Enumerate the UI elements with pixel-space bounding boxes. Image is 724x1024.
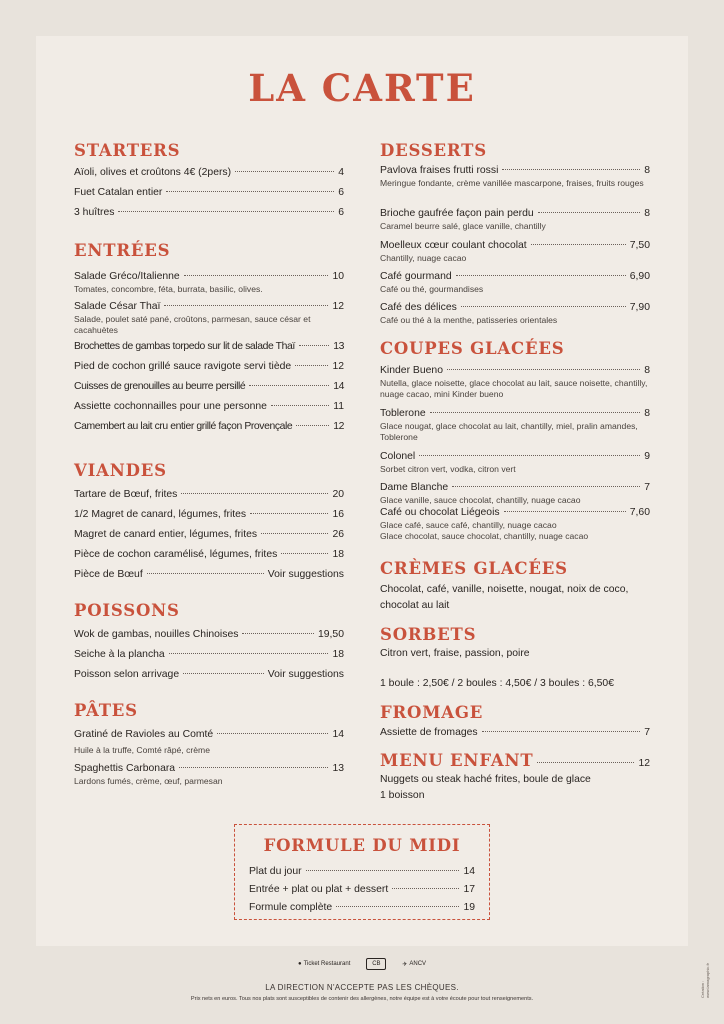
ancv-logo: ✈ ANCV: [402, 961, 427, 968]
menu-item: [249, 863, 475, 881]
item-price: 18: [332, 649, 344, 660]
menu-item: [74, 400, 344, 420]
allergen-notice: Prix nets en euros. Tous nos plats sont susceptibles de contenir des allergènes, notre équipe est à votre écoute pour tout renseignements.: [190, 996, 534, 1002]
menu-item: [74, 270, 344, 300]
menu-item: [380, 506, 650, 542]
menu-item: [380, 270, 650, 301]
section-title: SORBETS: [380, 625, 477, 644]
item-name: 1/2 Magret de canard, légumes, frites: [74, 509, 247, 520]
menu-item: [380, 164, 650, 207]
item-name: 3 huîtres: [74, 207, 115, 218]
menu-item: [74, 300, 344, 340]
item-description: Meringue fondante, crème vanillée mascarpone, fraises, fruits rouges: [380, 178, 644, 188]
menu-item: [380, 481, 650, 506]
item-name: Café des délices: [380, 302, 457, 313]
item-description: Huile à la truffe, Comté râpé, crème: [74, 745, 210, 755]
menu-item: [380, 301, 650, 332]
section-pates: [74, 700, 344, 787]
item-name: Salade Gréco/Italienne: [74, 271, 180, 282]
formule-title: FORMULE DU MIDI: [263, 836, 461, 855]
item-price: 11: [333, 401, 344, 412]
item-name: Pièce de Bœuf: [74, 569, 143, 580]
item-name: Toblerone: [380, 408, 426, 419]
left-column: [74, 140, 344, 786]
item-price: 13: [333, 341, 344, 352]
menu-item: [249, 881, 475, 899]
section-starters: [74, 140, 344, 226]
section-title: CRÈMES GLACÉES: [380, 559, 568, 578]
item-price: 12: [332, 361, 344, 372]
section-sorbets: [380, 624, 650, 692]
item-price: 7,50: [629, 240, 650, 251]
item-name: Pied de cochon grillé sauce ravigote servi tiède: [74, 361, 292, 372]
menu-item: [74, 420, 344, 440]
cb-card-icon: CB: [366, 958, 386, 970]
item-price: 12: [333, 421, 344, 432]
ancv-swallow-icon: ✈: [402, 961, 408, 968]
section-title: STARTERS: [74, 141, 181, 160]
menu-item: [249, 899, 475, 917]
item-description: Salade, poulet saté pané, croûtons, parmesan, sauce césar et cacahuètes: [74, 314, 311, 335]
item-name: Poisson selon arrivage: [74, 669, 180, 680]
item-price: Voir suggestions: [267, 669, 344, 680]
item-description: Nutella, glace noisette, glace chocolat au lait, sauce noisette, chantilly, nuage cacao, mini Kinder bueno: [380, 378, 648, 399]
item-price: Voir suggestions: [267, 569, 344, 580]
menu-enfant-line: Nuggets ou steak haché frites, boule de glace: [380, 774, 591, 785]
item-name: Colonel: [380, 451, 416, 462]
menu-item: [380, 726, 650, 740]
menu-item: [74, 628, 344, 648]
item-description: Café ou thé, gourmandises: [380, 284, 484, 294]
menu-item: [74, 360, 344, 380]
menu-item: [74, 186, 344, 206]
section-entrees: [74, 240, 344, 440]
item-name: Moelleux cœur coulant chocolat: [380, 240, 527, 251]
item-description: Café ou thé à la menthe, patisseries orientales: [380, 315, 558, 325]
item-price: 10: [332, 271, 344, 282]
right-column: [380, 140, 650, 801]
item-price: 8: [644, 365, 650, 376]
item-price: 14: [332, 729, 344, 740]
item-name: Assiette de fromages: [380, 727, 478, 738]
ticket-restaurant-icon: ●: [297, 961, 302, 967]
item-name: Gratiné de Ravioles au Comté: [74, 729, 214, 740]
sorbets-flavors: Citron vert, fraise, passion, poire: [380, 648, 530, 659]
item-price: 8: [644, 165, 650, 176]
section-cremes-glacees: [380, 558, 650, 614]
item-price: 17: [463, 884, 475, 895]
item-name: Fuet Catalan entier: [74, 187, 163, 198]
section-title: ENTRÉES: [74, 241, 171, 260]
item-description: Glace nougat, glace chocolat au lait, chantilly, miel, pralin amandes, Toblerone: [380, 421, 638, 442]
menu-title: LA CARTE: [248, 66, 476, 110]
item-price: 26: [332, 529, 344, 540]
item-price: 14: [333, 381, 344, 392]
item-price: 19: [463, 902, 475, 913]
menu-item: [74, 206, 344, 226]
item-name: Cuisses de grenouilles au beurre persillé: [74, 381, 246, 392]
item-price: 6,90: [629, 271, 650, 282]
item-description: Glace vanille, sauce chocolat, chantilly, nuage cacao: [380, 495, 581, 505]
section-menu-enfant: [380, 750, 650, 804]
item-description: Glace café, sauce café, chantilly, nuage cacao: [380, 520, 557, 530]
item-name: Formule complète: [249, 902, 333, 913]
menu-item: [74, 668, 344, 688]
item-price: 7: [644, 727, 650, 738]
menu-item: [380, 207, 650, 239]
item-price: 18: [332, 549, 344, 560]
item-name: Wok de gambas, nouilles Chinoises: [74, 629, 239, 640]
item-price: 9: [644, 451, 650, 462]
menu-enfant-header: [380, 750, 650, 772]
menu-item: [74, 488, 344, 508]
menu-item: [380, 407, 650, 450]
item-name: Pièce de cochon caramélisé, légumes, frites: [74, 549, 278, 560]
menu-item: [74, 728, 344, 762]
section-title: FROMAGE: [380, 703, 484, 722]
item-price: 12: [638, 758, 650, 769]
menu-item: [74, 568, 344, 588]
item-name: Dame Blanche: [380, 482, 449, 493]
menu-item: [380, 450, 650, 481]
menu-item: [74, 762, 344, 787]
item-price: 16: [332, 509, 344, 520]
section-fromage: [380, 702, 650, 740]
item-price: 14: [463, 866, 475, 877]
item-name: Kinder Bueno: [380, 365, 443, 376]
item-name: Camembert au lait cru entier grillé façon Provençale: [74, 421, 293, 432]
item-name: Plat du jour: [249, 866, 302, 877]
section-title: POISSONS: [74, 601, 180, 620]
item-price: 4: [338, 167, 344, 178]
section-title: PÂTES: [74, 701, 138, 720]
menu-item: [380, 364, 650, 407]
menu-item: [74, 166, 344, 186]
ticket-restaurant-logo: ● Ticket Restaurant: [297, 961, 351, 967]
section-title: VIANDES: [74, 461, 167, 480]
cb-logo: [366, 958, 386, 970]
item-name: Brochettes de gambas torpedo sur lit de salade Thaï: [74, 341, 295, 352]
item-name: Tartare de Bœuf, frites: [74, 489, 178, 500]
item-name: Pavlova fraises frutti rossi: [380, 165, 499, 176]
item-price: 6: [338, 187, 344, 198]
formule-du-midi-box: [234, 824, 490, 920]
item-price: 20: [332, 489, 344, 500]
item-name: Entrée + plat ou plat + dessert: [249, 884, 389, 895]
item-description: Tomates, concombre, féta, burrata, basilic, olives.: [74, 284, 263, 294]
item-price: 19,50: [317, 629, 344, 640]
menu-item: [380, 239, 650, 270]
section-viandes: [74, 460, 344, 588]
designer-credit: Création : www.lamagraphic.fr: [700, 963, 710, 998]
item-name: Spaghettis Carbonara: [74, 763, 176, 774]
item-name: Café ou chocolat Liégeois: [380, 507, 500, 518]
item-description: Glace chocolat, sauce chocolat, chantilly, nuage cacao: [380, 531, 589, 541]
item-description: Lardons fumés, crème, œuf, parmesan: [74, 776, 223, 786]
section-title: COUPES GLACÉES: [380, 339, 565, 358]
item-price: 8: [644, 208, 650, 219]
item-price: 8: [644, 408, 650, 419]
item-name: Magret de canard entier, légumes, frites: [74, 529, 258, 540]
menu-item: [74, 648, 344, 668]
item-description: Sorbet citron vert, vodka, citron vert: [380, 464, 516, 474]
section-coupes-glacees: [380, 338, 650, 542]
item-description: Chantilly, nuage cacao: [380, 253, 467, 263]
item-price: 13: [332, 763, 344, 774]
section-title: MENU ENFANT: [380, 751, 534, 770]
section-title: DESSERTS: [380, 141, 487, 160]
item-price: 6: [338, 207, 344, 218]
item-name: Brioche gaufrée façon pain perdu: [380, 208, 534, 219]
item-description: Caramel beurre salé, glace vanille, chantilly: [380, 221, 546, 231]
no-cheques-notice: LA DIRECTION N'ACCEPTE PAS LES CHÈQUES.: [265, 983, 459, 992]
menu-item: [74, 508, 344, 528]
item-price: 7,60: [629, 507, 650, 518]
cremes-flavors: Chocolat, café, vanille, noisette, nougat, noix de coco, chocolat au lait: [380, 584, 629, 611]
item-price: 7,90: [629, 302, 650, 313]
item-price: 7: [644, 482, 650, 493]
menu-enfant-line: 1 boisson: [380, 790, 425, 801]
menu-item: [74, 548, 344, 568]
menu-item: [74, 380, 344, 400]
section-desserts: [380, 140, 650, 332]
item-price: 12: [332, 301, 344, 312]
menu-item: [74, 340, 344, 360]
item-name: Aïoli, olives et croûtons 4€ (2pers): [74, 167, 232, 178]
section-poissons: [74, 600, 344, 688]
item-name: Café gourmand: [380, 271, 452, 282]
item-name: Assiette cochonnailles pour une personne: [74, 401, 267, 412]
menu-item: [74, 528, 344, 548]
sorbets-prices: 1 boule : 2,50€ / 2 boules : 4,50€ / 3 boules : 6,50€: [380, 678, 614, 689]
payment-logos: [0, 958, 724, 970]
item-name: Salade César Thaï: [74, 301, 161, 312]
item-name: Seiche à la plancha: [74, 649, 165, 660]
